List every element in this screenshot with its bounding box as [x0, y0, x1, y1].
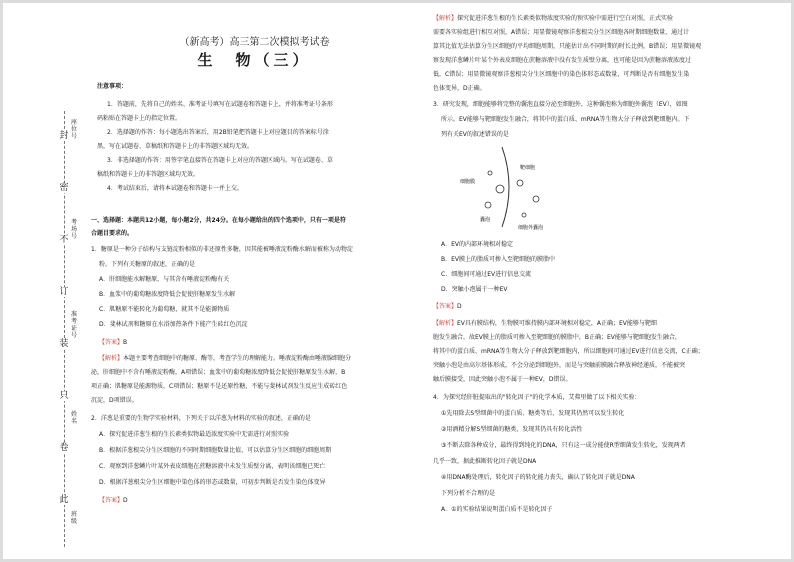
q2-answer: [99, 495, 128, 504]
analysis-text: EV具有膜结构，生物膜可维持膜内部环境相对稳定，A正确；EV能够与靶细: [457, 320, 657, 327]
q1-option-d: D．斐林试剂和糖原在水浴加热条件下能产生砖红色沉淀: [99, 321, 248, 328]
analysis-text: 本题主要考查细胞中的糖原、酶等，考查学生的理解能力。唾液淀粉酶由唾液腺细胞分: [123, 355, 352, 362]
q1-option-a: A．肝细胞能水解糖原，与其含有唾液淀粉酶有关: [99, 276, 230, 283]
q3-analysis-line: 胞发生融合，故EV膜上的脂质可掺入至靶细胞的膜脂中，B正确；EV能够与靶细胞发生融合，: [433, 334, 681, 341]
answer-tag: 【答案】: [433, 303, 458, 310]
vesicle-shape: [488, 171, 492, 175]
q2-analysis-line: 需要各实验组进行相互对照，A错误；用显微镜观察洋葱根尖分生区细胞各时期细胞数量，通过计: [433, 29, 690, 36]
exam-room-label: 考场号: [70, 219, 77, 240]
q4-prompt: 下列分析不合理的是: [441, 490, 496, 497]
ev-shape: [522, 213, 526, 217]
q1-answer: [99, 337, 127, 346]
section-heading-cont: 合题目要求的。: [91, 230, 134, 237]
q2-analysis-line: 察发现洋葱鳞片叶某个外表皮细胞在蔗糖溶液中没有发生质壁分离，也可能是因为蔗糖溶液浓度过: [433, 57, 692, 64]
q2-option-d: D．根据洋葱根尖分生区细胞中染色体的形态或数量，可初步判断是否发生染色体变异: [99, 479, 326, 486]
q4-experiment-line: 几乎一致，据此推断转化因子就是DNA: [433, 458, 537, 465]
question-1-stem-cont: 粉。下列有关糖原的叙述，正确的是: [99, 261, 196, 268]
binding-word: 密: [57, 183, 71, 193]
q1-option-c: C．肌糖原不能转化为葡萄糖，就其不是能源物质: [99, 306, 230, 313]
q2-analysis-line: 色体变异，D正确。: [433, 85, 486, 92]
q4-experiment-line: ②用酒精分解S型细菌的糖类，发现其仍具有转化活性: [441, 426, 583, 433]
vesicle-shape: [485, 202, 491, 208]
notice-line: 黑，写在试题卷、草稿纸和答题卡上的非答题区域均无效。: [97, 143, 254, 150]
exam-page: [3, 3, 791, 559]
answer-tag: 【答案】: [99, 339, 124, 346]
q3-answer: [433, 301, 462, 310]
answer-value: D: [123, 497, 128, 504]
q3-option-b: B．EV膜上的脂质可掺入至靶细胞的膜脂中: [441, 256, 556, 263]
fig-label-target-cell: 靶细胞: [520, 165, 536, 171]
q3-analysis-line: 将其中的蛋白质、mRNA等生物大分子释放到靶细胞内，所以细胞间可通过EV进行信息交流，C正确；: [433, 348, 704, 355]
q4-experiment-line: ④用DNA酶处理后，转化因子的转化能力丧失，确认了转化因子就是DNA: [441, 474, 635, 481]
question-3-stem-cont: 所示。EV能够与靶细胞发生融合，将其中的蛋白质、mRNA等生物大分子释放到靶细胞内。下: [441, 116, 690, 123]
extracellular-vesicle-figure: [458, 143, 558, 231]
answer-value: D: [457, 303, 462, 310]
q3-option-c: C．细胞间可通过EV进行信息交流: [441, 271, 532, 278]
q2-option-c: C．观察到洋葱鳞片叶某外表皮细胞在蔗糖溶液中未发生质壁分离，表明该细胞已死亡: [99, 463, 326, 470]
question-4-stem: 4．为探究经肝脏提取出的"转化因子"的化学本质，艾弗里做了以下相关实验：: [433, 394, 641, 401]
question-2-stem: 2．洋葱是重要的生物学实验材料，下列关于以洋葱为材料的实验的叙述，正确的是: [91, 415, 311, 422]
q3-option-d: D．突触小泡属于一种EV: [441, 286, 508, 293]
fig-label-vesicle: 囊泡: [480, 217, 491, 223]
question-3-stem: 3．研究发现，细胞能够将完整的囊泡直接分泌至细胞外，这种囊泡称为细胞外囊泡（EV），如图: [433, 101, 688, 108]
q2-option-a: A．探究促进洋葱生根的生长素类似物最适浓度实验中无需进行对照实验: [99, 431, 290, 438]
answer-value: B: [123, 339, 128, 346]
binding-word: 只: [57, 391, 71, 401]
notice-line: 3．非选择题的作答：用签字笔直接答在答题卡上对应的答题区域内。写在试题卷、草: [107, 157, 333, 164]
name-label: 姓名: [70, 411, 77, 425]
admission-number-label: 准考证号: [70, 311, 77, 339]
vesicle-shape: [496, 185, 504, 193]
q4-option-a: A．①的实验结果说明蛋白质不是转化因子: [441, 506, 553, 513]
binding-word: 不: [57, 235, 71, 245]
question-3-stem-cont: 列有关EV的叙述错误的是: [441, 131, 509, 138]
seat-number-label: 座位号: [70, 119, 77, 140]
analysis-tag: 【解析】: [99, 355, 124, 362]
exam-subject: 生 物（三）: [197, 51, 312, 69]
notice-line: 2．选择题的作答：每小题选出答案后，用2B铅笔把答题卡上对应题目的答案标号涂: [107, 129, 329, 136]
question-1-stem: 1．糖原是一种分子结构与支链淀粉相似的非还原性多糖，因其能被唾液淀粉酶水解而被称为动物淀: [91, 246, 353, 253]
q3-analysis-line: [433, 318, 789, 327]
q2-option-b: B．根据洋葱根尖分生区细胞的不同时期细胞数量比值，可以估算分生区细胞的细胞周期: [99, 447, 332, 454]
q2-analysis-line: 低，C错误；用显微镜观察洋葱根尖分生区细胞中的染色体形态或数量，可判断是否有细胞发生染: [433, 71, 690, 78]
binding-strip: [49, 111, 81, 547]
notice-heading: 注意事项：: [97, 83, 128, 90]
fig-label-ev: 细胞外囊泡: [518, 225, 544, 231]
q2-analysis-line: [433, 13, 789, 22]
analysis-tag: 【解析】: [433, 320, 458, 327]
fig-label-membrane: 细胞膜: [460, 179, 476, 185]
q4-experiment-line: ③不断去除各种成分，最终得到纯化的DNA，只有这一成分能使R型细菌发生转化，发现两者: [441, 442, 686, 449]
q3-option-a: A．EV的内部环境相对稳定: [441, 241, 514, 248]
analysis-text: 探究促进洋葱生根的生长素类似物浓度实验的预实验中需进行空白对照，正式实验: [457, 15, 674, 22]
analysis-tag: 【解析】: [433, 15, 458, 22]
binding-word: 封: [57, 131, 71, 141]
binding-word: 装: [57, 339, 71, 349]
class-label: 班级: [70, 511, 77, 525]
q4-experiment-line: ①先用除去S型细菌中的蛋白质、糖类等后，发现其仍然可以发生转化: [441, 410, 625, 417]
binding-word: 卷: [57, 443, 71, 453]
q1-analysis-line: 项正确；肌糖原是能源物质，C项错误；糖原不是还原性糖，不能与斐林试剂发生反应生成砖红色: [91, 383, 348, 390]
binding-dashed-line: [64, 111, 65, 547]
notice-line: 稿纸和答题卡上的非答题区域均无效。: [97, 171, 200, 178]
section-heading: 一、选择题：本题共12小题，每小题2分，共24分。在每小题给出的四个选项中，只有一项是符: [91, 217, 346, 224]
binding-word: 订: [57, 287, 71, 297]
binding-word: 此: [57, 495, 71, 505]
q3-analysis-line: 触后膜接受，因此突触小泡不属于一种EV，D错误。: [433, 376, 572, 383]
q1-analysis-line: [99, 353, 423, 362]
notice-line: 1．答题前，先将自己的姓名、准考证号填写在试题卷和答题卡上，并将准考证号条形: [107, 101, 333, 108]
ev-shape: [533, 196, 539, 202]
q1-analysis-line: 沉淀，D项错误。: [91, 397, 138, 404]
notice-line: 码粘贴在答题卡上的指定位置。: [97, 115, 182, 122]
q1-analysis-line: 泌，肝细胞中不含有唾液淀粉酶，A项错误；血浆中的葡萄糖浓度降低会促使肝糖原发生水解，B: [91, 369, 346, 376]
ev-shape: [517, 180, 523, 186]
exam-title: （新高考）高三第二次模拟考试卷: [179, 37, 330, 48]
answer-tag: 【答案】: [99, 497, 124, 504]
q2-analysis-line: 算其比值无法估算分生区细胞的平均细胞周期，只能估计出不同时期的时长比例，B错误；用显微镜观: [433, 43, 702, 50]
q1-option-b: B．血浆中的葡萄糖浓度降低会促使肝糖原发生水解: [99, 291, 236, 298]
notice-line: 4．考试结束后，请将本试题卷和答题卡一并上交。: [107, 185, 243, 192]
q3-analysis-line: 突触小泡是由高尔基体形成，不会分泌到细胞外，而是与突触前膜融合释放神经递质，不能被突: [433, 362, 686, 369]
